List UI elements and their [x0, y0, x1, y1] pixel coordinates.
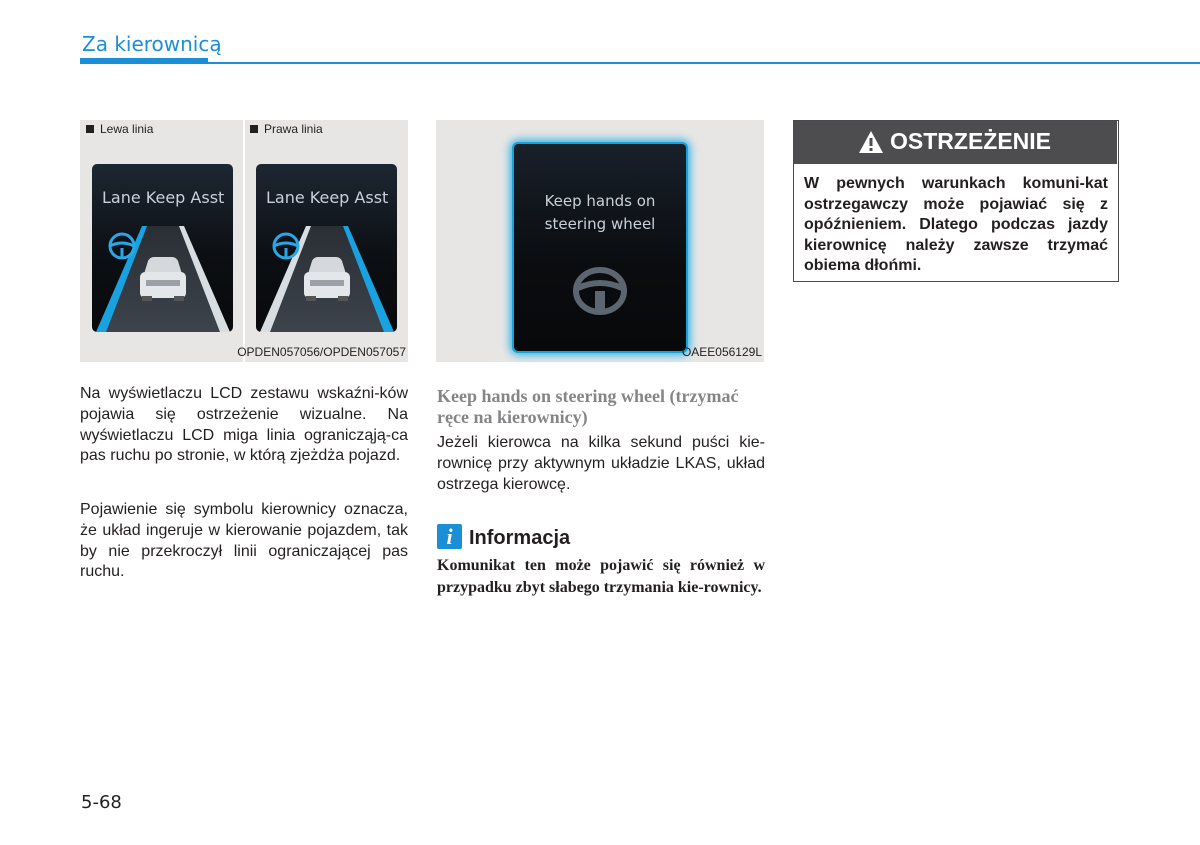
subheading-keep-hands: Keep hands on steering wheel (trzymać ręce na kierownicy)	[437, 386, 739, 427]
steering-wheel-icon	[570, 266, 630, 316]
warning-header	[794, 121, 1117, 164]
legend-square-icon	[86, 125, 94, 133]
steering-wheel-icon	[274, 234, 298, 258]
legend-square-icon	[250, 125, 258, 133]
lcd-screen	[514, 144, 686, 351]
paragraph-steering-symbol: Pojawienie się symbolu kierownicy oznacza, że układ ingeruje w kierowanie pojazdem, tak by nie przekroczył linii ograniczającej pas ruchu.	[80, 501, 408, 581]
screen-line-2: steering wheel	[544, 215, 656, 233]
warning-triangle-icon	[858, 130, 884, 154]
info-icon: i	[437, 524, 462, 549]
lcd-panel-right	[256, 164, 397, 332]
header-accent-bar	[80, 58, 208, 64]
section-title: Za kierownicą	[82, 32, 222, 56]
legend-right-line	[250, 122, 323, 136]
legend-left-label: Lewa linia	[100, 122, 154, 136]
info-body: Komunikat ten może pojawić się również w przypadku zbyt słabego trzymania kie-rownicy.	[437, 557, 765, 596]
warning-title: OSTRZEŻENIE	[890, 128, 1052, 154]
paragraph-lkas-warning: Jeżeli kierowca na kilka sekund puści kie-rownicę przy aktywnym układzie LKAS, układ ostrzega kierowcę.	[437, 434, 765, 493]
figure-lane-keep-assist	[80, 120, 408, 362]
lane-scene-right	[256, 164, 397, 332]
steering-wheel-icon	[110, 234, 134, 258]
figure-divider	[243, 120, 245, 362]
lcd-title-left: Lane Keep Asst	[102, 188, 225, 207]
lcd-title-right: Lane Keep Asst	[266, 188, 389, 207]
warning-text: W pewnych warunkach komuni-kat ostrzegawczy może pojawiać się z opóźnieniem. Dlatego podczas jazdy kierownicę należy zawsze trzymać obiema dłońmi.	[804, 175, 1108, 274]
warning-box	[793, 120, 1119, 282]
lane-scene-left	[92, 164, 233, 332]
figure1-caption: OPDEN057056/OPDEN057057	[237, 345, 406, 359]
screen-message	[514, 190, 686, 236]
legend-right-label: Prawa linia	[264, 122, 323, 136]
info-title: Informacja	[469, 527, 571, 549]
paragraph-lcd-warning: Na wyświetlaczu LCD zestawu wskaźni-ków pojawia się ostrzeżenie wizualne. Na wyświetlaczu LCD miga linia ogranicząją-ca pas ruchu po stronie, w którą zjeżdża pojazd.	[80, 385, 408, 465]
lcd-panel-left	[92, 164, 233, 332]
header-rule	[80, 62, 1200, 64]
page-number: 5-68	[81, 792, 122, 813]
screen-line-1: Keep hands on	[544, 192, 656, 210]
legend-left-line	[86, 122, 153, 136]
figure-keep-hands	[436, 120, 764, 362]
figure2-caption: OAEE056129L	[681, 345, 762, 359]
